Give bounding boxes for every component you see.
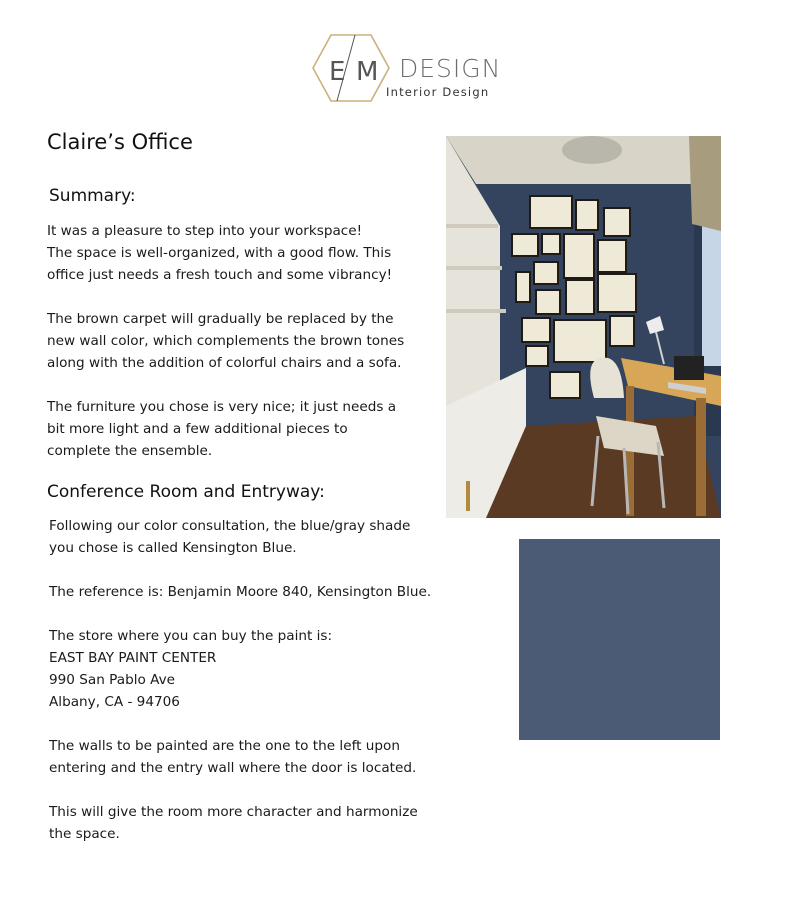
logo-letter-m: M: [356, 57, 379, 87]
logo-letter-e: E: [329, 57, 346, 87]
office-photo-illustration: [446, 136, 721, 518]
conference-paragraph-3: The store where you can buy the paint is: EAST BAY PAINT CENTER 990 San Pablo Ave Albany, CA - 94706: [49, 628, 333, 710]
summary-heading: Summary:: [49, 186, 136, 206]
conference-paragraph-1: Following our color consultation, the blue/gray shade you chose is called Kensington Blue.: [49, 518, 411, 556]
kensington-blue-color-swatch: [519, 539, 720, 740]
office-photo: [446, 136, 721, 518]
logo-wordmark: DESIGN: [399, 54, 502, 83]
summary-paragraph-3: The furniture you chose is very nice; it just needs a bit more light and a few additional pieces to complete the ensemble.: [47, 399, 397, 459]
conference-paragraph-5: This will give the room more character and harmonize the space.: [49, 804, 418, 842]
conference-paragraph-4: The walls to be painted are the one to the left upon entering and the entry wall where the door is located.: [49, 738, 417, 776]
logo-subtitle: Interior Design: [386, 85, 490, 99]
page-title: Claire’s Office: [47, 130, 193, 154]
summary-paragraph-2: The brown carpet will gradually be replaced by the new wall color, which complements the brown tones along with the addition of colorful chairs and a sofa.: [47, 311, 405, 371]
conference-heading: Conference Room and Entryway:: [47, 482, 325, 502]
hexagon-logo-mark: [311, 33, 391, 103]
summary-paragraph-1: It was a pleasure to step into your workspace! The space is well-organized, with a good flow. This office just needs a fresh touch and some vibrancy!: [47, 223, 393, 283]
conference-paragraph-2: The reference is: Benjamin Moore 840, Kensington Blue.: [49, 584, 432, 600]
eym-design-logo: [311, 33, 511, 103]
